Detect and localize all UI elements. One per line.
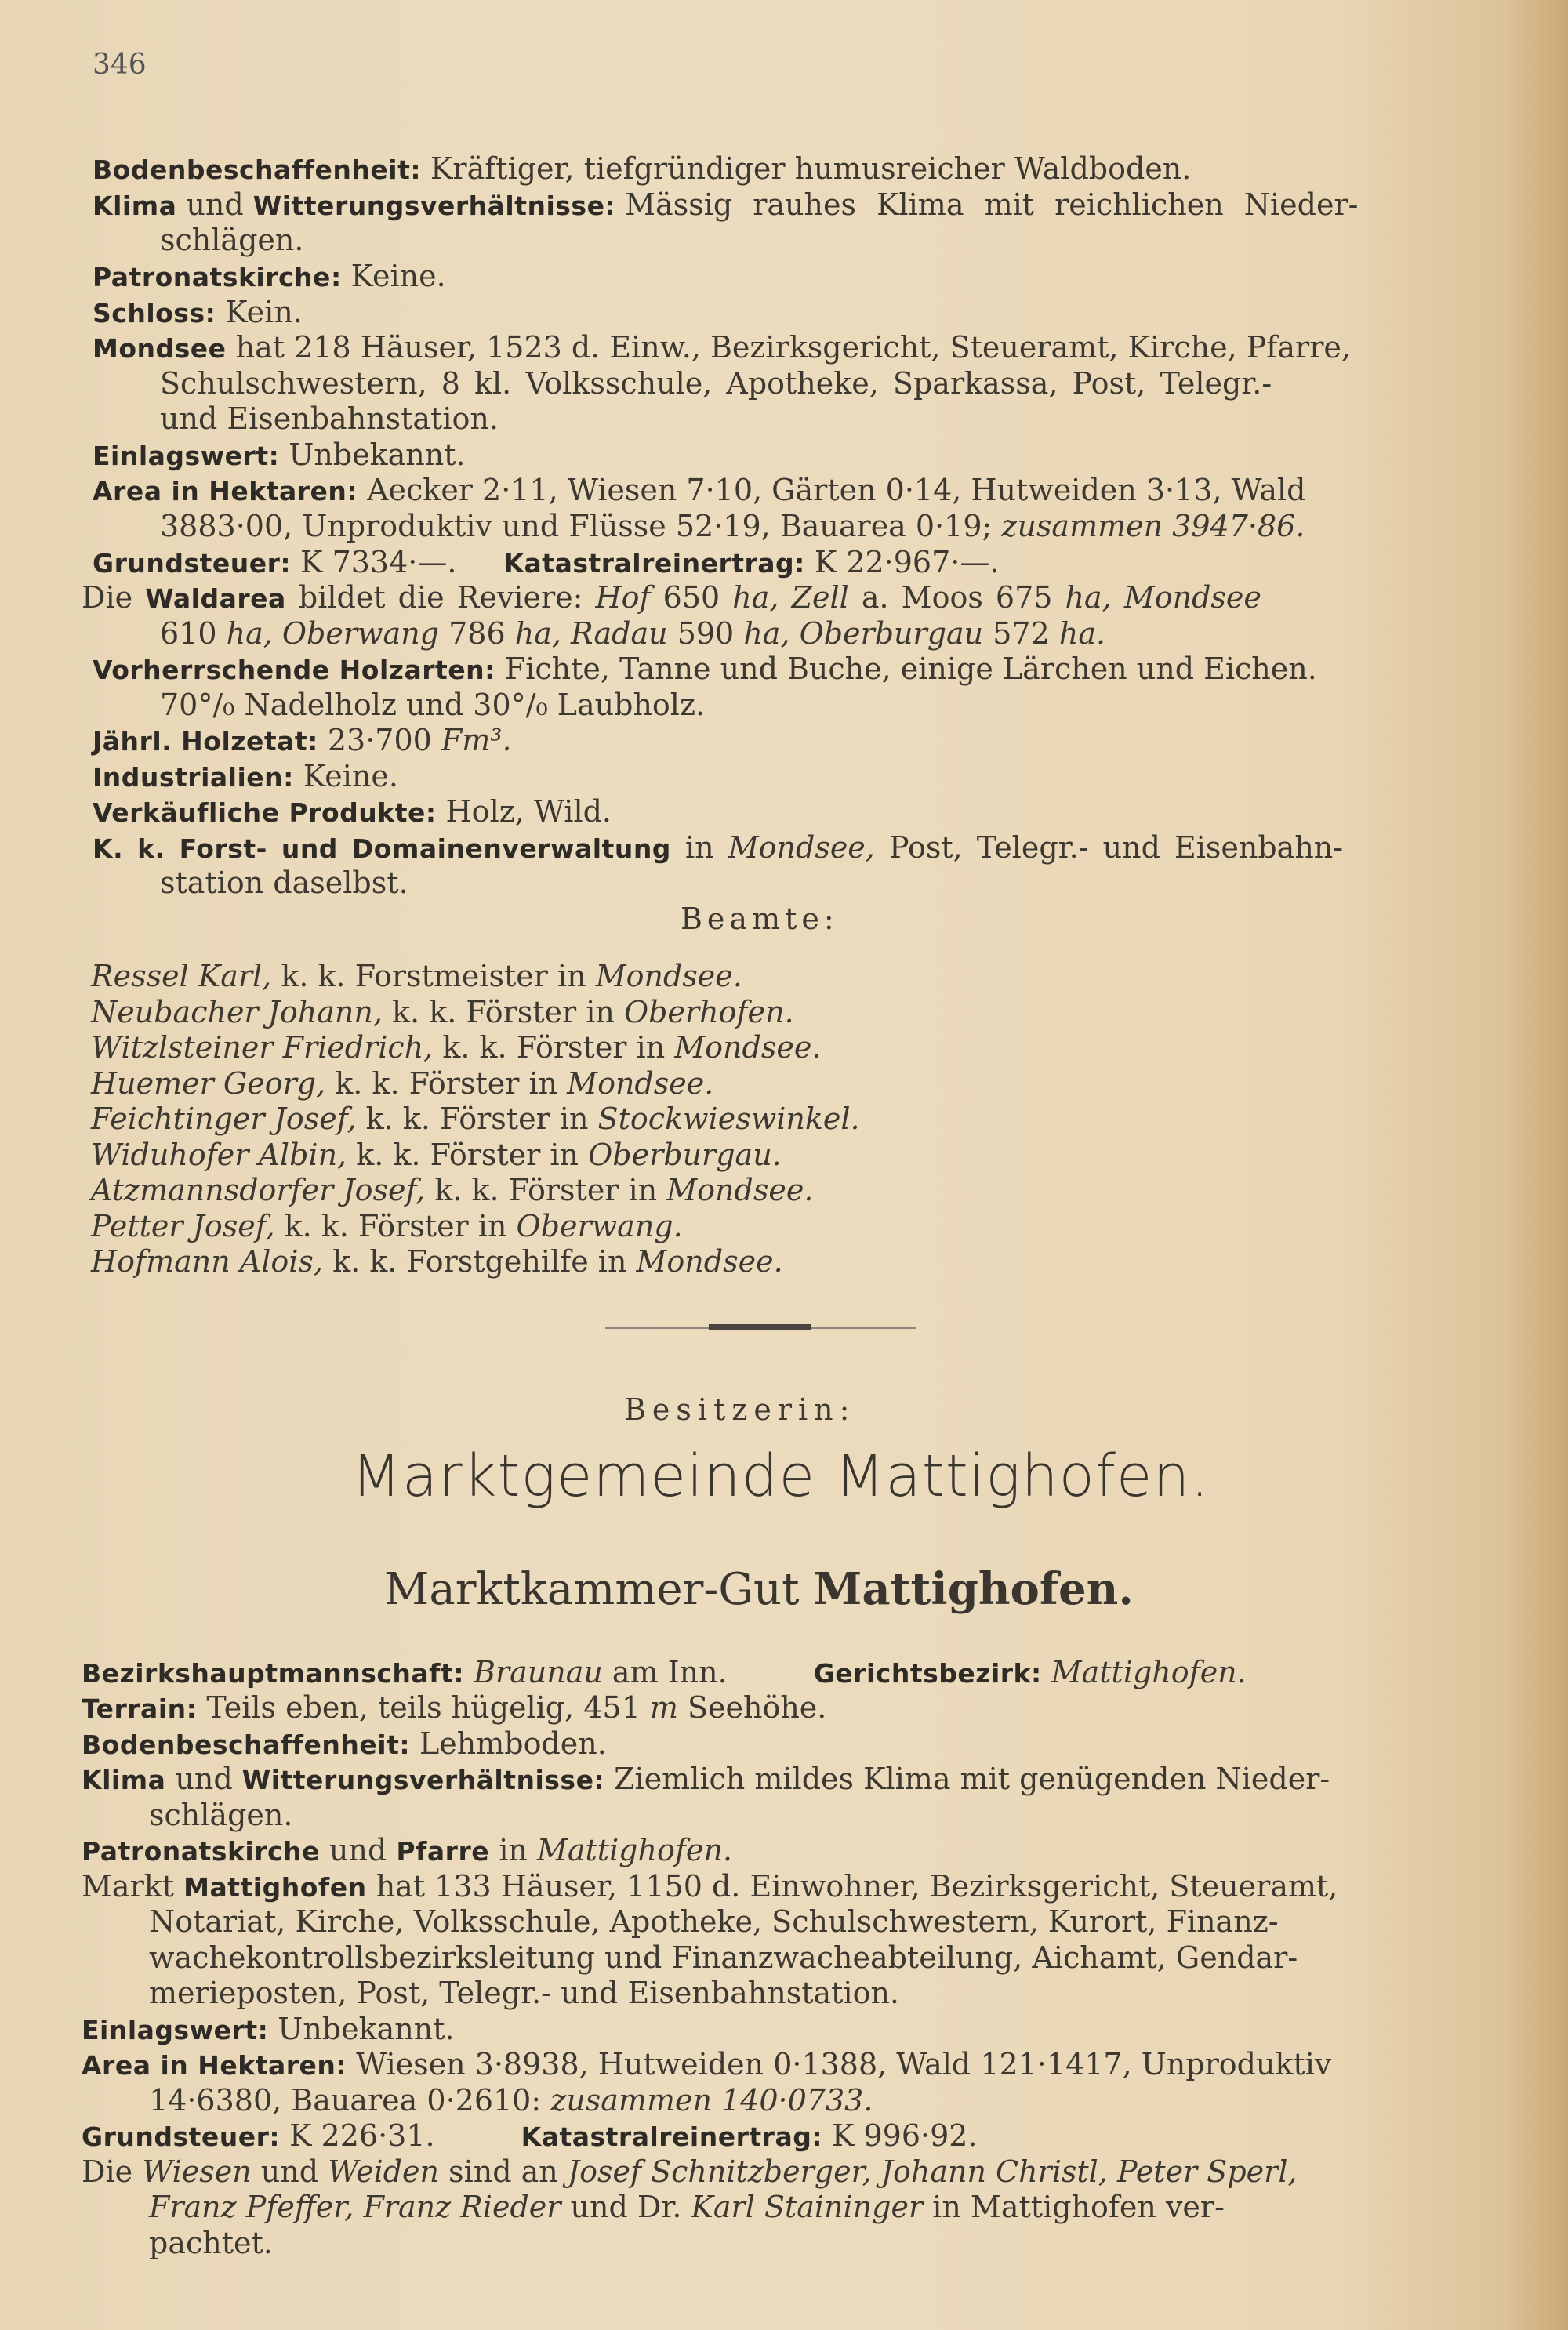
terrain-line: Terrain: Teils eben, teils hügelig, 451 m Seehöhe. <box>82 1690 827 1725</box>
area-line-2: 3883·00, Unproduktiv und Flüsse 52·19, Bauarea 0·19; zusammen 3947·86. <box>160 509 1305 543</box>
owner-heading: Besitzerin: <box>624 1392 856 1427</box>
text-line: schlägen. <box>160 223 304 257</box>
area-line-3: Area in Hektaren: Wiesen 3·8938, Hutweiden 0·1388, Wald 121·1417, Unproduktiv <box>82 2047 1332 2081</box>
text-line: pachtet. <box>149 2226 273 2260</box>
value-line-2: Einlagswert: Unbekannt. <box>82 2012 455 2046</box>
administration-line: K. k. Forst- und Domainenverwaltung in Mondsee, Post, Telegr.- und Eisenbahn- <box>93 830 1344 865</box>
forest-area-line-2: 610 ha, Oberwang 786 ha, Radau 590 ha, Oberburgau 572 ha. <box>160 616 1106 651</box>
official-item: Witzlsteiner Friedrich, k. k. Förster in Mondsee. <box>91 1030 822 1065</box>
mondsee-line: Mondsee hat 218 Häuser, 1523 d. Einw., Bezirksgericht, Steueramt, Kirche, Pfarre, <box>93 330 1351 365</box>
page-number: 346 <box>93 49 147 81</box>
official-item: Ressel Karl, k. k. Forstmeister in Mondsee. <box>91 959 742 993</box>
products-line: Verkäufliche Produkte: Holz, Wild. <box>93 794 612 829</box>
market-line: Markt Mattighofen hat 133 Häuser, 1150 d. Einwohner, Bezirksgericht, Steueramt, <box>82 1869 1338 1904</box>
district-line: Bezirkshauptmannschaft: Braunau am Inn. Gerichtsbezirk: Mattighofen. <box>82 1655 1247 1689</box>
value-line: Einlagswert: Unbekannt. <box>93 437 466 472</box>
tax-line: Grundsteuer: K 7334·—. Katastralreinertrag: K 22·967·—. <box>93 545 1000 579</box>
officials-heading: Beamte: <box>681 902 839 936</box>
official-item: Hofmann Alois, k. k. Forstgehilfe in Mondsee. <box>91 1244 783 1279</box>
text-line: 70°/₀ Nadelholz und 30°/₀ Laubholz. <box>160 688 706 722</box>
soil-line-2: Bodenbeschaffenheit: Lehmboden. <box>82 1726 607 1761</box>
text-line: merieposten, Post, Telegr.- und Eisenbahnstation. <box>149 1976 900 2010</box>
label: Bodenbeschaffenheit <box>93 154 411 185</box>
text-line: wachekontrollsbezirksleitung und Finanzwacheabteilung, Aichamt, Gendar- <box>149 1940 1298 1975</box>
area-line-4: 14·6380, Bauarea 0·2610: zusammen 140·0733. <box>149 2083 873 2118</box>
soil-line: Bodenbeschaffenheit: Kräftiger, tiefgründiger humusreicher Waldboden. <box>93 151 1192 186</box>
patron-line: Patronatskirche: Keine. <box>93 259 446 293</box>
forest-area-line: Die Waldarea bildet die Reviere: Hof 650 ha, Zell a. Moos 675 ha, Mondsee <box>82 580 1261 615</box>
estate-title: Marktkammer-Gut Mattighofen. <box>384 1563 1134 1615</box>
area-line: Area in Hektaren: Aecker 2·11, Wiesen 7·10, Gärten 0·14, Hutweiden 3·13, Wald <box>93 473 1306 507</box>
lease-line-2: Franz Pfeffer, Franz Rieder und Dr. Karl Staininger in Mattighofen ver- <box>149 2190 1225 2224</box>
lease-line: Die Wiesen und Weiden sind an Josef Schnitzberger, Johann Christl, Peter Sperl, <box>82 2154 1298 2189</box>
official-item: Widuhofer Albin, k. k. Förster in Oberburgau. <box>91 1138 782 1172</box>
castle-line: Schloss: Kein. <box>93 295 303 329</box>
tax-line-2: Grundsteuer: K 226·31. Katastralreinertrag: K 996·92. <box>82 2118 978 2153</box>
official-item: Atzmannsdorfer Josef, k. k. Förster in Mondsee. <box>91 1173 814 1207</box>
text-line: station daselbst. <box>160 866 408 900</box>
text-line: und Eisenbahnstation. <box>160 401 499 436</box>
text-line: schlägen. <box>149 1798 293 1832</box>
text-line: Notariat, Kirche, Volksschule, Apotheke, Schulschwestern, Kurort, Finanz- <box>149 1904 1279 1939</box>
patron-line-2: Patronatskirche und Pfarre in Mattighofen. <box>82 1833 732 1867</box>
text-line: Schulschwestern, 8 kl. Volksschule, Apotheke, Sparkassa, Post, Telegr.- <box>160 366 1272 401</box>
yield-line: Jährl. Holzetat: 23·700 Fm³. <box>93 723 512 757</box>
climate-line-2: Klima und Witterungsverhältnisse: Ziemlich mildes Klima mit genügenden Nieder- <box>82 1762 1330 1796</box>
industry-line: Industrialien: Keine. <box>93 759 398 793</box>
owner-name: Marktgemeinde Mattighofen. <box>351 1443 1210 1510</box>
official-item: Huemer Georg, k. k. Förster in Mondsee. <box>91 1066 714 1101</box>
official-item: Feichtinger Josef, k. k. Förster in Stockwieswinkel. <box>91 1101 860 1136</box>
official-item: Neubacher Johann, k. k. Förster in Oberhofen. <box>91 995 794 1029</box>
tree-species-line: Vorherrschende Holzarten: Fichte, Tanne und Buche, einige Lärchen und Eichen. <box>93 651 1317 686</box>
climate-line: Klima und Witterungsverhältnisse: Mässig rauhes Klima mit reichlichen Nieder- <box>93 187 1359 222</box>
separator-ornament <box>709 1324 811 1330</box>
official-item: Petter Josef, k. k. Förster in Oberwang. <box>91 1209 683 1243</box>
